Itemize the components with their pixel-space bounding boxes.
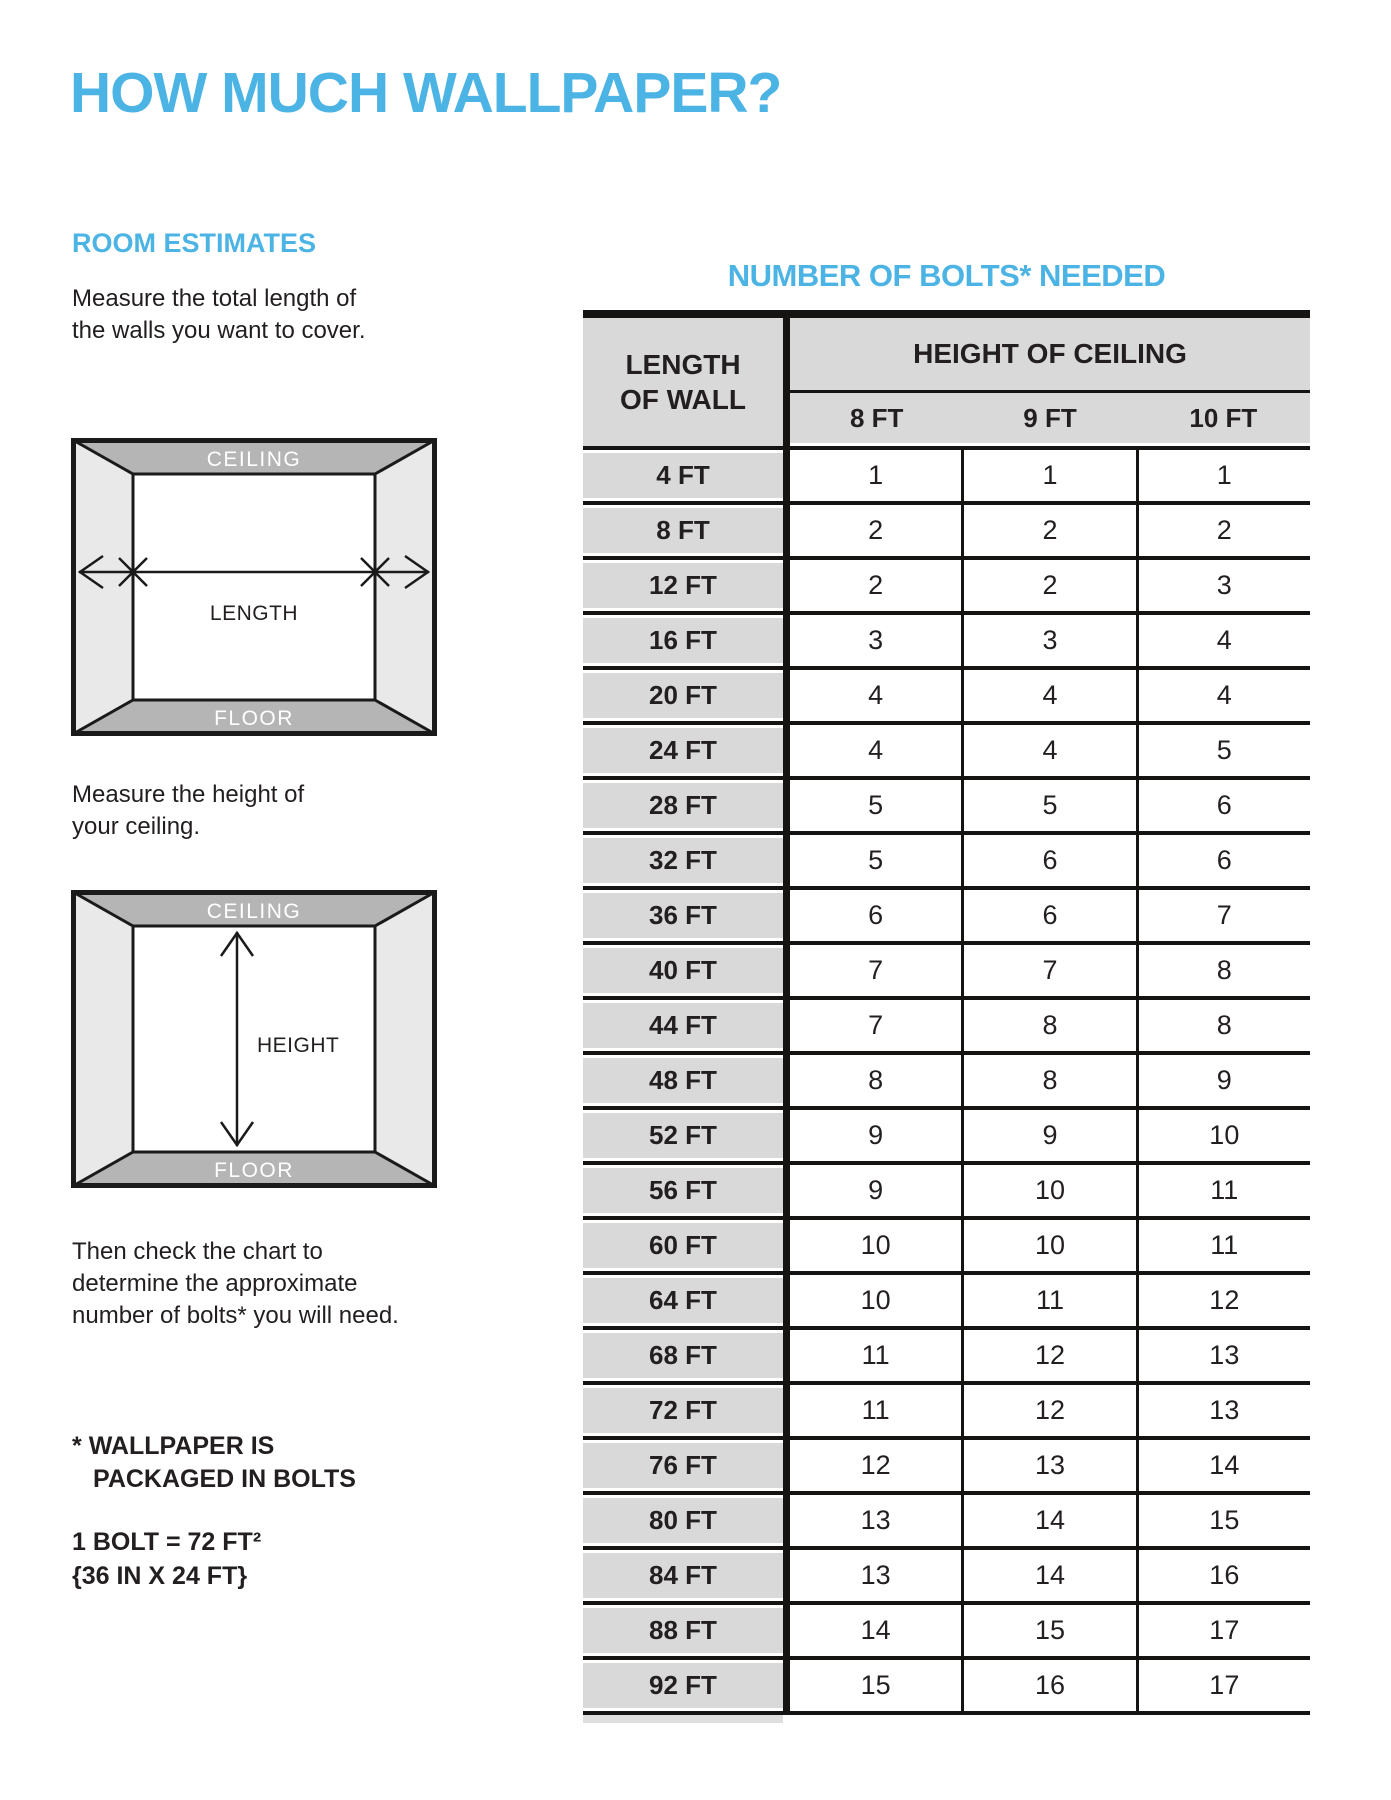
step3-text [72, 1236, 399, 1332]
cell-9ft: 13 [961, 1440, 1135, 1491]
cell-10ft: 11 [1136, 1165, 1310, 1216]
table-row [583, 560, 1310, 615]
table-row [583, 505, 1310, 560]
left-wall-panel [73, 892, 133, 1186]
cell-10ft: 17 [1136, 1605, 1310, 1656]
row-label: 44 FT [583, 1003, 783, 1048]
room-length-diagram [71, 438, 437, 736]
bolt-equals: 1 BOLT = 72 FT² [72, 1528, 262, 1556]
table-row [583, 1605, 1310, 1660]
cell-9ft: 4 [961, 725, 1135, 776]
cell-8ft: 10 [860, 1285, 891, 1315]
height-label: HEIGHT [257, 1034, 340, 1057]
table-row [583, 450, 1310, 505]
cell-8ft: 12 [860, 1450, 891, 1480]
row-label: 12 FT [583, 563, 783, 608]
row-label: 92 FT [583, 1663, 783, 1708]
cell-10ft: 1 [1136, 450, 1310, 501]
cell-8ft: 13 [860, 1505, 891, 1535]
floor-label: FLOOR [214, 707, 294, 730]
row-header-cell [583, 318, 783, 446]
col-subheaders [790, 393, 1310, 443]
cell-10ft: 14 [1136, 1440, 1310, 1491]
cell-9ft: 6 [961, 890, 1135, 941]
cell-9ft: 5 [961, 780, 1135, 831]
row-label: 24 FT [583, 728, 783, 773]
cell-10ft: 17 [1136, 1660, 1310, 1711]
cell-10ft: 2 [1136, 505, 1310, 556]
floor-label: FLOOR [214, 1159, 294, 1182]
cell-9ft: 8 [961, 1000, 1135, 1051]
step3-line1: Then check the chart to [72, 1238, 323, 1265]
room-height-diagram [71, 890, 437, 1188]
cell-8ft: 5 [868, 845, 884, 875]
table-header [583, 318, 1310, 450]
cell-9ft: 2 [961, 560, 1135, 611]
row-label: 40 FT [583, 948, 783, 993]
back-wall [133, 474, 375, 700]
table-row [583, 1440, 1310, 1495]
cell-8ft: 6 [868, 900, 884, 930]
row-label: 64 FT [583, 1278, 783, 1323]
col-group-header: HEIGHT OF CEILING [790, 318, 1310, 393]
cell-10ft: 7 [1136, 890, 1310, 941]
row-label: 72 FT [583, 1388, 783, 1433]
cell-8ft: 10 [860, 1230, 891, 1260]
step2-line2: your ceiling. [72, 813, 201, 840]
cell-9ft: 14 [961, 1550, 1135, 1601]
row-header-line2: OF WALL [620, 384, 746, 415]
room-estimates-heading: ROOM ESTIMATES [72, 228, 317, 258]
step3-line3: number of bolts* you will need. [72, 1302, 399, 1329]
row-label: 48 FT [583, 1058, 783, 1103]
cell-9ft: 8 [961, 1055, 1135, 1106]
table-row [583, 1330, 1310, 1385]
right-wall-panel [375, 892, 435, 1186]
table-row [583, 1385, 1310, 1440]
cell-8ft: 13 [860, 1560, 891, 1590]
step1-line2: the walls you want to cover. [72, 317, 366, 344]
cell-8ft: 8 [868, 1065, 884, 1095]
bolts-table-title: NUMBER OF BOLTS* NEEDED [727, 258, 1166, 293]
row-label: 80 FT [583, 1498, 783, 1543]
cell-8ft: 1 [868, 460, 884, 490]
cell-9ft: 11 [961, 1275, 1135, 1326]
row-label: 60 FT [583, 1223, 783, 1268]
page-title: HOW MUCH WALLPAPER? [70, 61, 782, 125]
row-label: 76 FT [583, 1443, 783, 1488]
cell-9ft: 2 [961, 505, 1135, 556]
bolt-dimensions: {36 IN X 24 FT} [72, 1562, 248, 1590]
table-row [583, 1220, 1310, 1275]
cell-10ft: 11 [1136, 1220, 1310, 1271]
cell-10ft: 3 [1136, 560, 1310, 611]
cell-8ft: 2 [868, 515, 884, 545]
col-header-8ft: 8 FT [849, 402, 904, 433]
table-row [583, 1660, 1310, 1715]
footnote-line2: PACKAGED IN BOLTS [93, 1465, 356, 1493]
cell-9ft: 10 [961, 1220, 1135, 1271]
col-header-10ft: 10 FT [1189, 402, 1258, 433]
row-label: 68 FT [583, 1333, 783, 1378]
row-label: 20 FT [583, 673, 783, 718]
cell-9ft: 3 [961, 615, 1135, 666]
cell-10ft: 4 [1136, 670, 1310, 721]
cell-8ft: 7 [868, 955, 884, 985]
cell-8ft: 15 [860, 1670, 891, 1700]
table-vertical-divider [783, 310, 790, 1715]
row-label: 36 FT [583, 893, 783, 938]
cell-8ft: 11 [861, 1395, 890, 1425]
cell-10ft: 6 [1136, 835, 1310, 886]
cell-9ft: 10 [961, 1165, 1135, 1216]
table-row [583, 725, 1310, 780]
cell-9ft: 1 [961, 450, 1135, 501]
row-label: 4 FT [583, 453, 783, 498]
table-row [583, 615, 1310, 670]
cell-9ft: 12 [961, 1385, 1135, 1436]
step2-line1: Measure the height of [72, 781, 305, 808]
ceiling-label: CEILING [206, 900, 302, 923]
bolt-footnote [72, 1430, 356, 1496]
cell-8ft: 4 [868, 680, 884, 710]
cell-8ft: 9 [868, 1120, 884, 1150]
cell-10ft: 16 [1136, 1550, 1310, 1601]
table-row [583, 835, 1310, 890]
cell-10ft: 12 [1136, 1275, 1310, 1326]
footnote-line1: * WALLPAPER IS [72, 1432, 275, 1460]
table-row [583, 780, 1310, 835]
cell-9ft: 12 [961, 1330, 1135, 1381]
table-row [583, 1165, 1310, 1220]
cell-10ft: 13 [1136, 1385, 1310, 1436]
asterisk: * [72, 1432, 82, 1460]
cell-9ft: 7 [961, 945, 1135, 996]
cell-8ft: 2 [868, 570, 884, 600]
step3-line2: determine the approximate [72, 1270, 358, 1297]
cell-9ft: 16 [961, 1660, 1135, 1711]
cell-9ft: 4 [961, 670, 1135, 721]
col-header-9ft: 9 FT [1023, 402, 1077, 433]
step1-text [72, 283, 365, 347]
table-row [583, 1550, 1310, 1605]
cell-10ft: 9 [1136, 1055, 1310, 1106]
cell-9ft: 15 [961, 1605, 1135, 1656]
table-body [583, 450, 1310, 1715]
row-label: 52 FT [583, 1113, 783, 1158]
cell-8ft: 5 [868, 790, 884, 820]
row-label: 56 FT [583, 1168, 783, 1213]
table-row [583, 945, 1310, 1000]
cell-10ft: 8 [1136, 945, 1310, 996]
table-row [583, 1110, 1310, 1165]
table-top-border [583, 310, 1310, 318]
row-label: 32 FT [583, 838, 783, 883]
row-header-line1: LENGTH [625, 349, 741, 380]
cell-9ft: 9 [961, 1110, 1135, 1161]
cell-10ft: 15 [1136, 1495, 1310, 1546]
step1-line1: Measure the total length of [72, 285, 357, 312]
table-bottom-shadow [583, 1715, 783, 1723]
column-headers [790, 318, 1310, 446]
table-row [583, 1275, 1310, 1330]
cell-10ft: 6 [1136, 780, 1310, 831]
cell-10ft: 4 [1136, 615, 1310, 666]
table-row [583, 1495, 1310, 1550]
table-row [583, 1000, 1310, 1055]
cell-10ft: 10 [1136, 1110, 1310, 1161]
table-row [583, 670, 1310, 725]
table-row [583, 890, 1310, 945]
row-label: 28 FT [583, 783, 783, 828]
length-label: LENGTH [209, 602, 299, 625]
row-label: 16 FT [583, 618, 783, 663]
ceiling-label: CEILING [206, 448, 302, 471]
row-label: 84 FT [583, 1553, 783, 1598]
cell-8ft: 9 [868, 1175, 884, 1205]
cell-8ft: 3 [868, 625, 884, 655]
table-row [583, 1055, 1310, 1110]
row-label: 88 FT [583, 1608, 783, 1653]
cell-10ft: 13 [1136, 1330, 1310, 1381]
cell-8ft: 14 [860, 1615, 891, 1645]
cell-9ft: 6 [961, 835, 1135, 886]
row-label: 8 FT [583, 508, 783, 553]
cell-8ft: 4 [868, 735, 884, 765]
step2-text [72, 779, 304, 843]
cell-10ft: 5 [1136, 725, 1310, 776]
bolt-definition [72, 1525, 261, 1593]
cell-8ft: 7 [868, 1010, 884, 1040]
cell-8ft: 11 [861, 1340, 890, 1370]
cell-10ft: 8 [1136, 1000, 1310, 1051]
bolts-table [583, 310, 1310, 1715]
cell-9ft: 14 [961, 1495, 1135, 1546]
